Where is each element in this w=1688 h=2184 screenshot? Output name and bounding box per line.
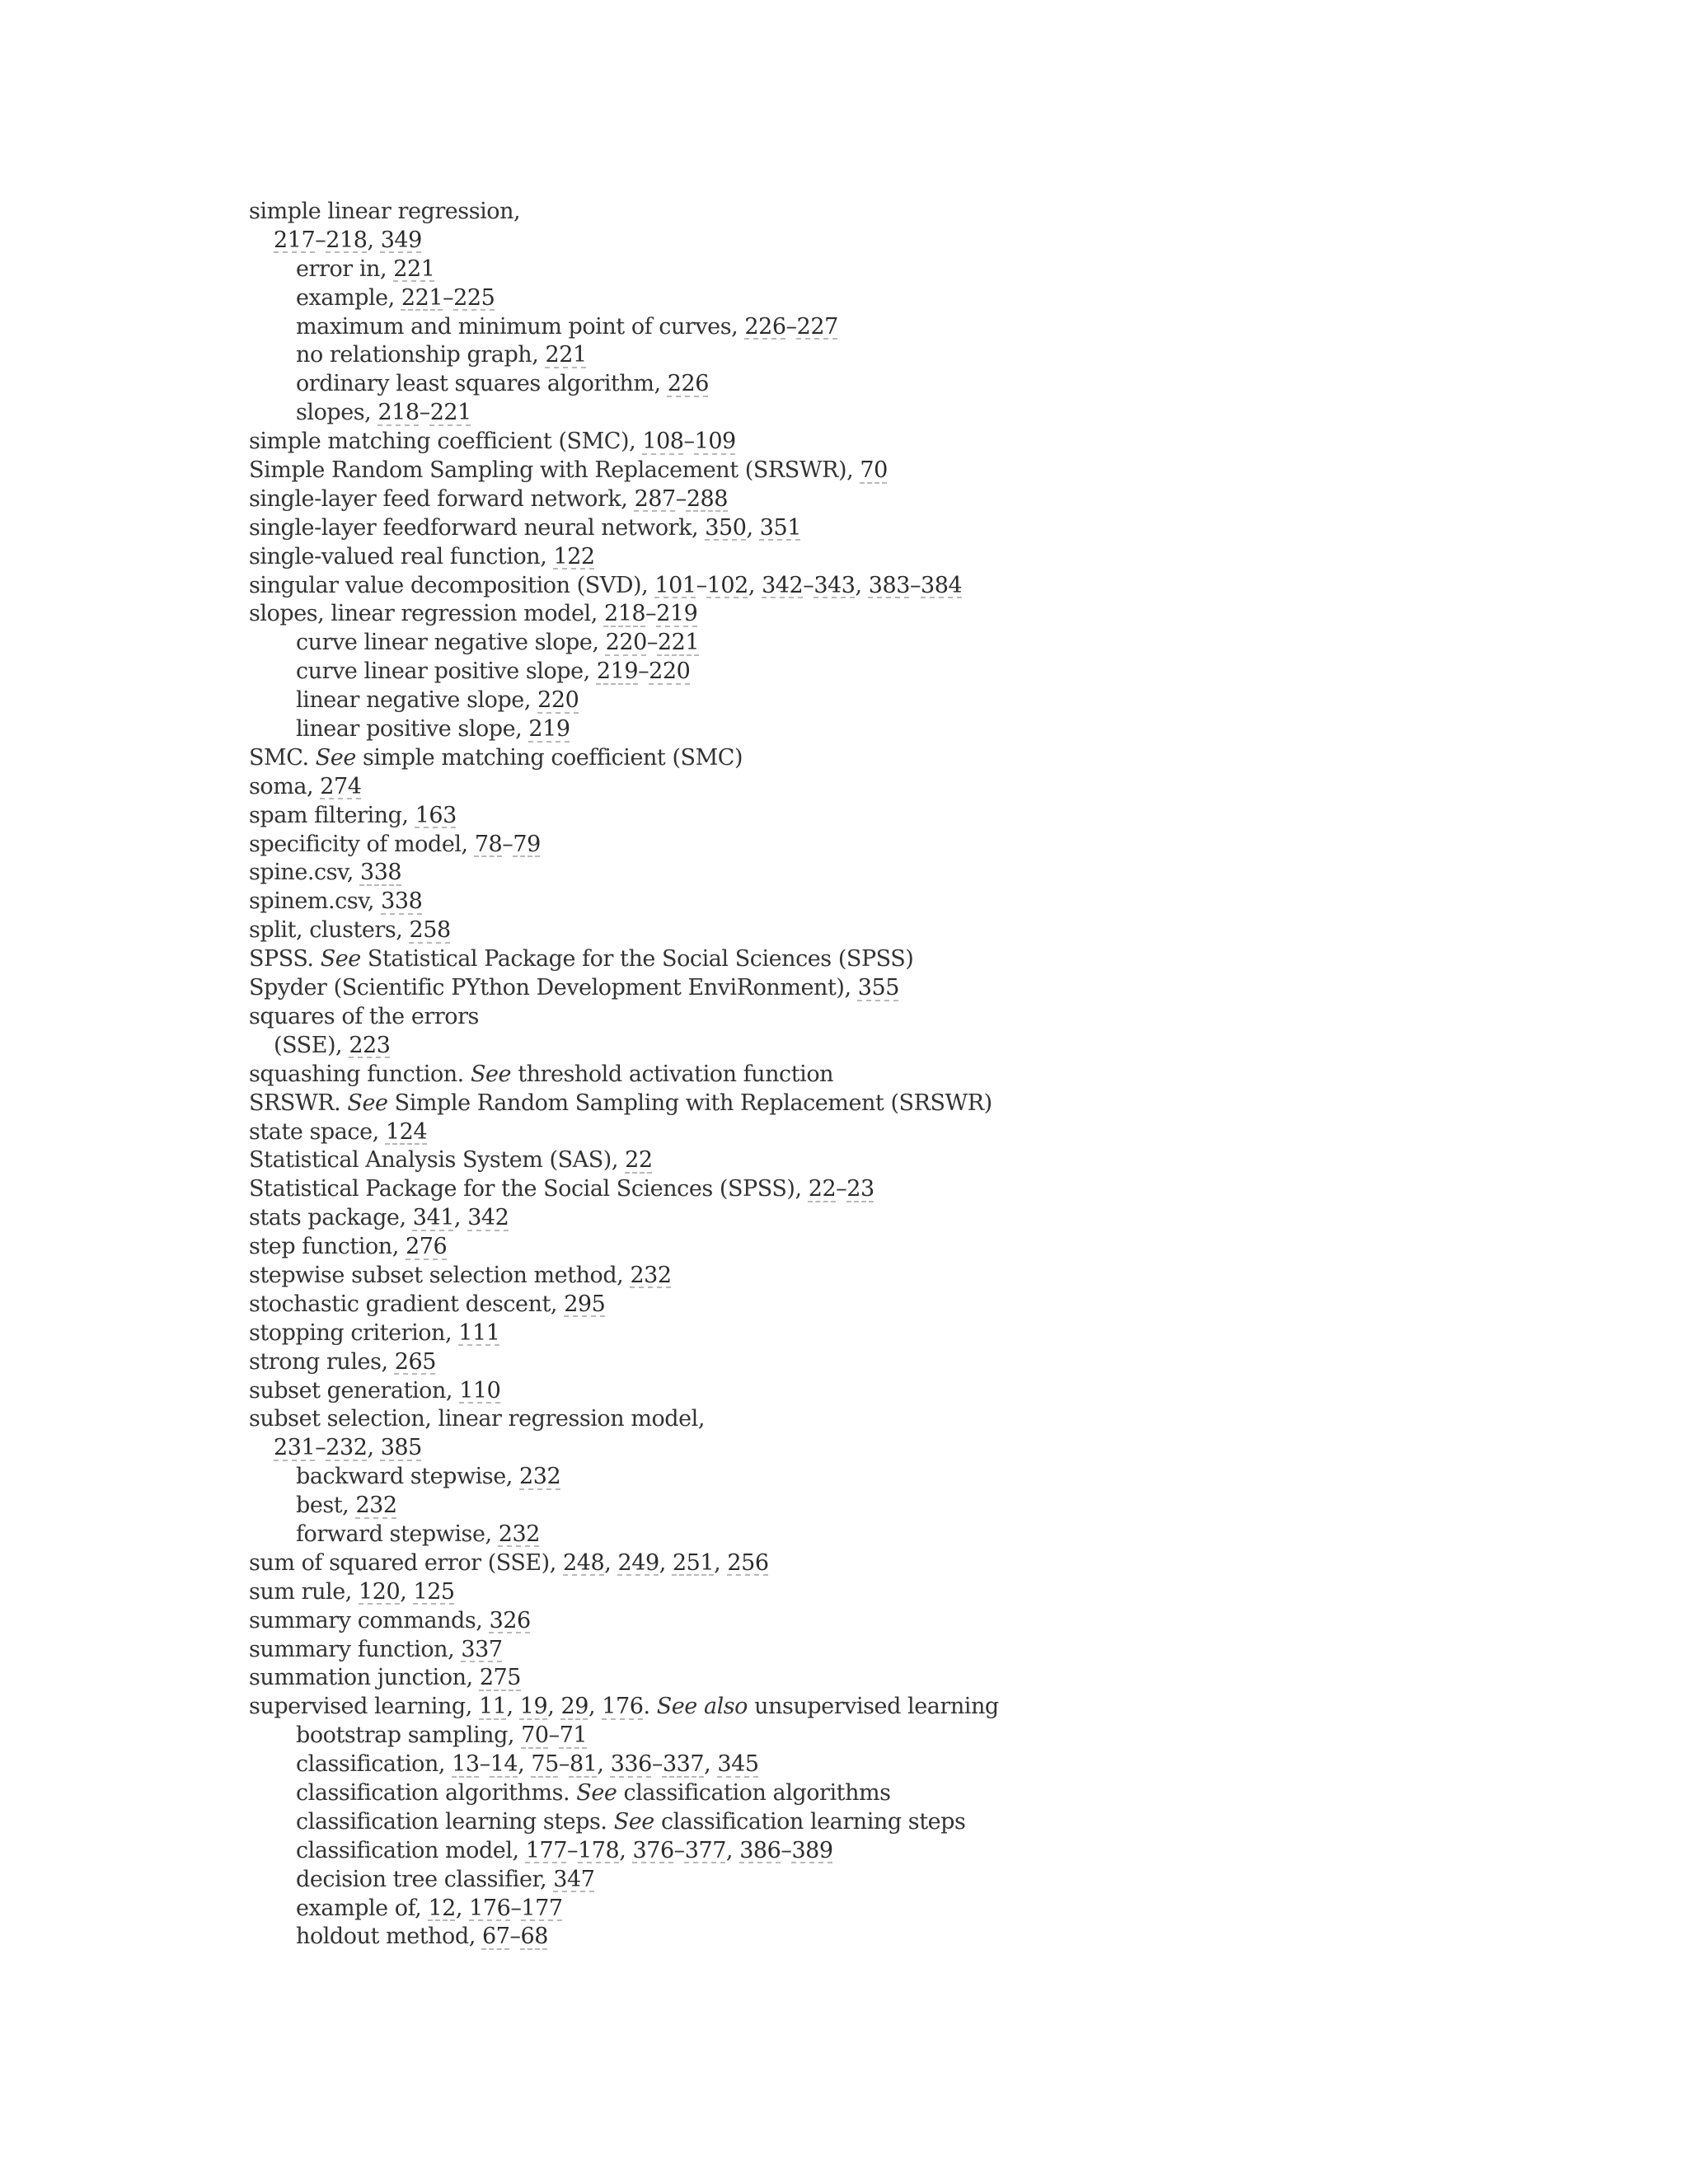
index-entry [249,859,1650,888]
page-link[interactable]: 345 [717,1751,759,1778]
page-link[interactable]: 12 [428,1895,456,1921]
entry-text: squashing function. [249,1061,471,1087]
page-link[interactable]: 276 [406,1234,448,1260]
index-subentry [249,687,1650,715]
index-subentry [249,1923,1650,1952]
index-subentry [249,1866,1650,1895]
page-link[interactable]: 218 [603,601,646,627]
page-link[interactable]: 288 [686,485,729,512]
page-link[interactable]: 232 [498,1521,540,1547]
index-entry [249,1090,1650,1118]
index-entry [249,802,1650,831]
cross-reference-label: See [347,1090,388,1116]
page-link[interactable]: 249 [617,1549,659,1576]
entry-text: supervised learning, [249,1694,480,1720]
entry-text: sum rule, [249,1578,359,1605]
page-link[interactable]: 349 [380,227,422,253]
page-link[interactable]: 227 [796,313,838,340]
entry-text: Statistical Analysis System (SAS), [249,1147,626,1174]
entry-text: – [443,284,454,311]
entry-text: – [509,1924,521,1950]
page-link[interactable]: 258 [409,917,451,944]
cross-reference-label: See [320,946,361,972]
page-link[interactable]: 226 [744,313,786,340]
page-link[interactable]: 383 [868,572,910,598]
index-entry [249,600,1650,629]
index-entry [249,543,1650,572]
index-subentry [249,255,1650,284]
entry-text: error in, [296,255,394,282]
index-entry [249,457,1650,485]
page-link[interactable]: 221 [393,255,435,282]
page-link[interactable]: 343 [814,572,856,598]
page-link[interactable]: 70 [860,457,888,484]
entry-text: single-layer feed forward network, [249,485,635,512]
index-entry [249,198,1650,227]
entry-text: linear positive slope, [296,716,529,743]
page-link[interactable]: 176 [469,1895,511,1921]
entry-text: maximum and minimum point of curves, [296,313,745,340]
index-entry [249,1636,1650,1665]
page-link[interactable]: 274 [320,773,362,799]
entry-text: Statistical Package for the Social Sciences (SPSS), [249,1176,809,1202]
entry-text: simple matching coefficient (SMC) [355,744,743,771]
index-subentry [249,1750,1650,1779]
index-entry [249,1664,1650,1693]
index-subentry [249,1492,1650,1521]
entry-text: , [597,1751,611,1778]
page-link[interactable]: 256 [727,1549,769,1576]
index-column [249,198,1650,1952]
index-entry [249,1578,1650,1607]
index-entry [249,1175,1650,1204]
index-subentry [249,1463,1650,1492]
entry-text: singular value decomposition (SVD), [249,572,655,598]
entry-text: Statistical Package for the Social Sciences (SPSS) [360,946,914,972]
entry-text: , [704,1751,718,1778]
entry-text: subset generation, [249,1377,460,1404]
entry-text: single-valued real function, [249,543,554,569]
entry-text: simple matching coefficient (SMC), [249,429,643,455]
entry-text: – [683,429,695,455]
page-link[interactable]: 355 [857,975,899,1001]
page-link[interactable]: 295 [564,1291,606,1317]
page-link[interactable]: 81 [569,1751,598,1778]
entry-text: , [746,514,760,541]
entry-text: – [645,601,657,627]
page-link[interactable]: 326 [489,1607,531,1633]
page-link[interactable]: 232 [519,1464,561,1490]
entry-text: SRSWR. [249,1090,348,1116]
entry-text: – [479,1751,490,1778]
page-link[interactable]: 232 [630,1262,672,1288]
index-entry [249,1319,1650,1348]
entry-text: , [367,1435,381,1461]
index-subentry [249,629,1650,658]
page-link[interactable]: 223 [349,1032,391,1058]
index-entry [249,1693,1650,1722]
entry-text: Spyder (Scientific PYthon Development EnviRonment), [249,975,858,1001]
page-link[interactable]: 13 [452,1751,480,1778]
page-link[interactable]: 111 [458,1319,500,1346]
page-link[interactable]: 384 [921,572,963,598]
index-entry [249,514,1650,543]
page-link[interactable]: 275 [479,1665,522,1691]
entry-text: , [725,1837,740,1863]
page-link[interactable]: 221 [429,400,471,426]
entry-text: unsupervised learning [747,1694,999,1720]
entry-text: summation junction, [249,1665,480,1691]
entry-text: , [518,1751,532,1778]
index-entry [249,945,1650,974]
page-link[interactable]: 377 [684,1837,726,1863]
page-link[interactable]: 71 [559,1722,588,1749]
index-entry [249,831,1650,860]
page-link[interactable]: 22 [808,1176,837,1202]
page-link[interactable]: 389 [791,1837,833,1863]
entry-text: – [510,1895,522,1921]
entry-text: stats package, [249,1205,413,1231]
page-link[interactable]: 342 [762,572,804,598]
page-link[interactable]: 386 [739,1837,781,1863]
index-entry [249,1118,1650,1147]
page-link[interactable]: 68 [520,1924,548,1950]
index-subentry [249,284,1650,313]
entry-text: decision tree classifier, [296,1866,554,1892]
page-link[interactable]: 336 [610,1751,652,1778]
page-link[interactable]: 232 [355,1493,397,1519]
entry-text: – [785,313,797,340]
entry-text: , [619,1837,633,1863]
index-subentry [249,1779,1650,1808]
index-entry [249,744,1650,773]
page-link[interactable]: 122 [553,543,595,569]
page-link[interactable]: 219 [596,658,639,685]
page-link[interactable]: 102 [706,572,748,598]
page-link[interactable]: 347 [553,1866,595,1892]
index-entry [249,1348,1650,1377]
entry-text: , [547,1694,561,1720]
entry-text: , [714,1549,728,1576]
entry-text: spam filtering, [249,802,415,828]
page-link[interactable]: 221 [545,342,587,368]
index-entry [249,428,1650,457]
entry-text: , [506,1694,520,1720]
index-entry [249,1291,1650,1319]
entry-text: – [836,1176,847,1202]
page-link[interactable]: 218 [326,227,368,253]
index-subentry [249,1837,1650,1866]
entry-text: – [548,1722,560,1749]
entry-text: – [419,400,430,426]
page-link[interactable]: 178 [578,1837,620,1863]
entry-text: single-layer feedforward neural network, [249,514,706,541]
cross-reference-label: See [470,1061,512,1087]
entry-text: – [673,1837,685,1863]
page-link[interactable]: 225 [453,284,495,311]
index-entry [249,1146,1650,1175]
page-link[interactable]: 341 [412,1205,454,1231]
index-subentry [249,1521,1650,1549]
entry-text: – [696,572,707,598]
page-link[interactable]: 78 [474,831,503,857]
entry-text: – [502,831,513,857]
entry-text: curve linear negative slope, [296,630,606,656]
page-link[interactable]: 376 [632,1837,674,1863]
index-entry [249,974,1650,1003]
page-link[interactable]: 350 [705,514,747,541]
page-link[interactable]: 70 [521,1722,549,1749]
index-entry-continuation [249,227,1650,255]
entry-text: example, [296,284,401,311]
page-link[interactable]: 337 [662,1751,705,1778]
page-link[interactable]: 265 [394,1348,436,1375]
page-link[interactable]: 14 [490,1751,518,1778]
page-link[interactable]: 125 [413,1578,455,1605]
page-link[interactable]: 79 [513,831,541,857]
page-link[interactable]: 248 [563,1549,605,1576]
entry-text: , [455,1895,470,1921]
page-link[interactable]: 176 [602,1694,644,1720]
index-entry [249,888,1650,916]
entry-text: (SSE), [274,1032,349,1058]
entry-text: subset selection, linear regression model, [249,1406,705,1432]
page-link[interactable]: 385 [380,1435,422,1461]
entry-text: linear negative slope, [296,687,538,714]
entry-text: – [675,485,687,512]
entry-text: classification algorithms. [296,1779,577,1806]
index-subentry [249,341,1650,370]
entry-text: sum of squared error (SSE), [249,1549,564,1576]
entry-text: step function, [249,1234,406,1260]
index-entry [249,1607,1650,1636]
entry-text: – [781,1837,792,1863]
entry-text: stepwise subset selection method, [249,1262,631,1288]
index-entry [249,1003,1650,1032]
index-subentry [249,370,1650,399]
entry-text: soma, [249,773,321,799]
entry-text: – [651,1751,663,1778]
index-entry [249,572,1650,601]
entry-text: Simple Random Sampling with Replacement (SRSWR), [249,457,860,484]
index-entry [249,1262,1650,1291]
entry-text: classification algorithms [617,1779,891,1806]
cross-reference-label: See [315,744,356,771]
entry-text: – [638,658,649,685]
page-link[interactable]: 217 [274,227,316,253]
entry-text: stopping criterion, [249,1319,459,1346]
page-link[interactable]: 221 [401,284,443,311]
page-link[interactable]: 124 [385,1118,428,1145]
entry-text: – [646,630,658,656]
index-entry [249,485,1650,514]
page-link[interactable]: 287 [634,485,676,512]
page-link[interactable]: 19 [519,1694,548,1720]
index-entry [249,1204,1650,1233]
entry-text: stochastic gradient descent, [249,1291,565,1317]
index-entry [249,916,1650,945]
entry-text: slopes, [296,400,378,426]
page-link[interactable]: 67 [481,1924,510,1950]
entry-text: strong rules, [249,1348,395,1375]
index-subentry [249,658,1650,687]
page-link[interactable]: 351 [759,514,801,541]
entry-text: – [566,1837,579,1863]
page-link[interactable]: 120 [359,1578,401,1605]
page-link[interactable]: 22 [625,1147,653,1174]
page-link[interactable]: 11 [479,1694,507,1720]
entry-text: , [855,572,869,598]
entry-text: classification learning steps [654,1808,966,1835]
index-entry [249,1233,1650,1262]
page-link[interactable]: 338 [381,888,423,915]
entry-text: spine.csv, [249,860,360,886]
entry-text: – [315,1435,326,1461]
entry-text: SMC. [249,744,316,771]
entry-text: best, [296,1493,356,1519]
entry-text: summary function, [249,1636,462,1662]
page-link[interactable]: 108 [642,429,684,455]
entry-text: Simple Random Sampling with Replacement (SRSWR) [387,1090,992,1116]
page-link[interactable]: 177 [521,1895,563,1921]
page-link[interactable]: 232 [326,1435,368,1461]
index-entry [249,773,1650,802]
index-subentry [249,1722,1650,1750]
page-link[interactable]: 342 [467,1205,509,1231]
page-link[interactable]: 29 [560,1694,588,1720]
entry-text: , [400,1578,414,1605]
page-link[interactable]: 220 [649,658,691,685]
entry-text: state space, [249,1118,386,1145]
entry-text: – [315,227,326,253]
index-subentry [249,1808,1650,1837]
entry-text: ordinary least squares algorithm, [296,371,668,397]
page-link[interactable]: 337 [461,1636,503,1662]
entry-text: holdout method, [296,1924,482,1950]
entry-text: . [643,1694,657,1720]
entry-text: classification, [296,1751,452,1778]
entry-text: specificity of model, [249,831,475,857]
index-entry [249,1061,1650,1090]
page-link[interactable]: 163 [415,802,457,828]
index-subentry [249,1895,1650,1924]
entry-text: example of, [296,1895,429,1921]
entry-text: SPSS. [249,946,321,972]
page-link[interactable]: 177 [525,1837,567,1863]
entry-text: , [588,1694,603,1720]
page-link[interactable]: 251 [672,1549,715,1576]
index-subentry [249,399,1650,428]
page-link[interactable]: 231 [274,1435,316,1461]
entry-text: backward stepwise, [296,1464,520,1490]
entry-text: curve linear positive slope, [296,658,597,685]
entry-text: – [909,572,921,598]
page-link[interactable]: 101 [654,572,696,598]
index-entry [249,1377,1650,1406]
entry-text: forward stepwise, [296,1521,499,1547]
index-entry-continuation [249,1434,1650,1463]
entry-text: classification model, [296,1837,526,1863]
page-link[interactable]: 110 [459,1377,501,1404]
entry-text: bootstrap sampling, [296,1722,522,1749]
entry-text: spinem.csv, [249,888,382,915]
entry-text: summary commands, [249,1607,490,1633]
page-link[interactable]: 109 [694,429,736,455]
entry-text: split, clusters, [249,917,410,944]
cross-reference-label: See [576,1779,617,1806]
page-link[interactable]: 23 [846,1176,874,1202]
entry-text: , [453,1205,468,1231]
entry-text: simple linear regression, [249,199,521,224]
entry-text: squares of the errors [249,1003,479,1029]
page-link[interactable]: 338 [359,860,402,886]
index-entry [249,1549,1650,1578]
cross-reference-label: See [613,1808,654,1835]
page-link[interactable]: 219 [528,716,570,743]
index-entry-continuation [249,1032,1650,1061]
entry-text: no relationship graph, [296,342,546,368]
index-entry [249,1405,1650,1434]
page-link[interactable]: 218 [377,400,420,426]
entry-text: , [748,572,762,598]
page-link[interactable]: 220 [537,687,579,714]
entry-text: , [604,1549,618,1576]
index-subentry [249,715,1650,744]
entry-text: , [659,1549,673,1576]
page-link[interactable]: 75 [531,1751,559,1778]
page-link[interactable]: 219 [656,601,698,627]
index-subentry [249,313,1650,342]
cross-reference-label: See also [656,1694,748,1720]
entry-text: – [558,1751,570,1778]
page-link[interactable]: 220 [605,630,647,656]
entry-text: , [367,227,381,253]
entry-text: threshold activation function [511,1061,834,1087]
entry-text: slopes, linear regression model, [249,601,604,627]
entry-text: – [803,572,814,598]
entry-text: classification learning steps. [296,1808,614,1835]
page-link[interactable]: 221 [657,630,700,656]
page-link[interactable]: 226 [667,371,709,397]
